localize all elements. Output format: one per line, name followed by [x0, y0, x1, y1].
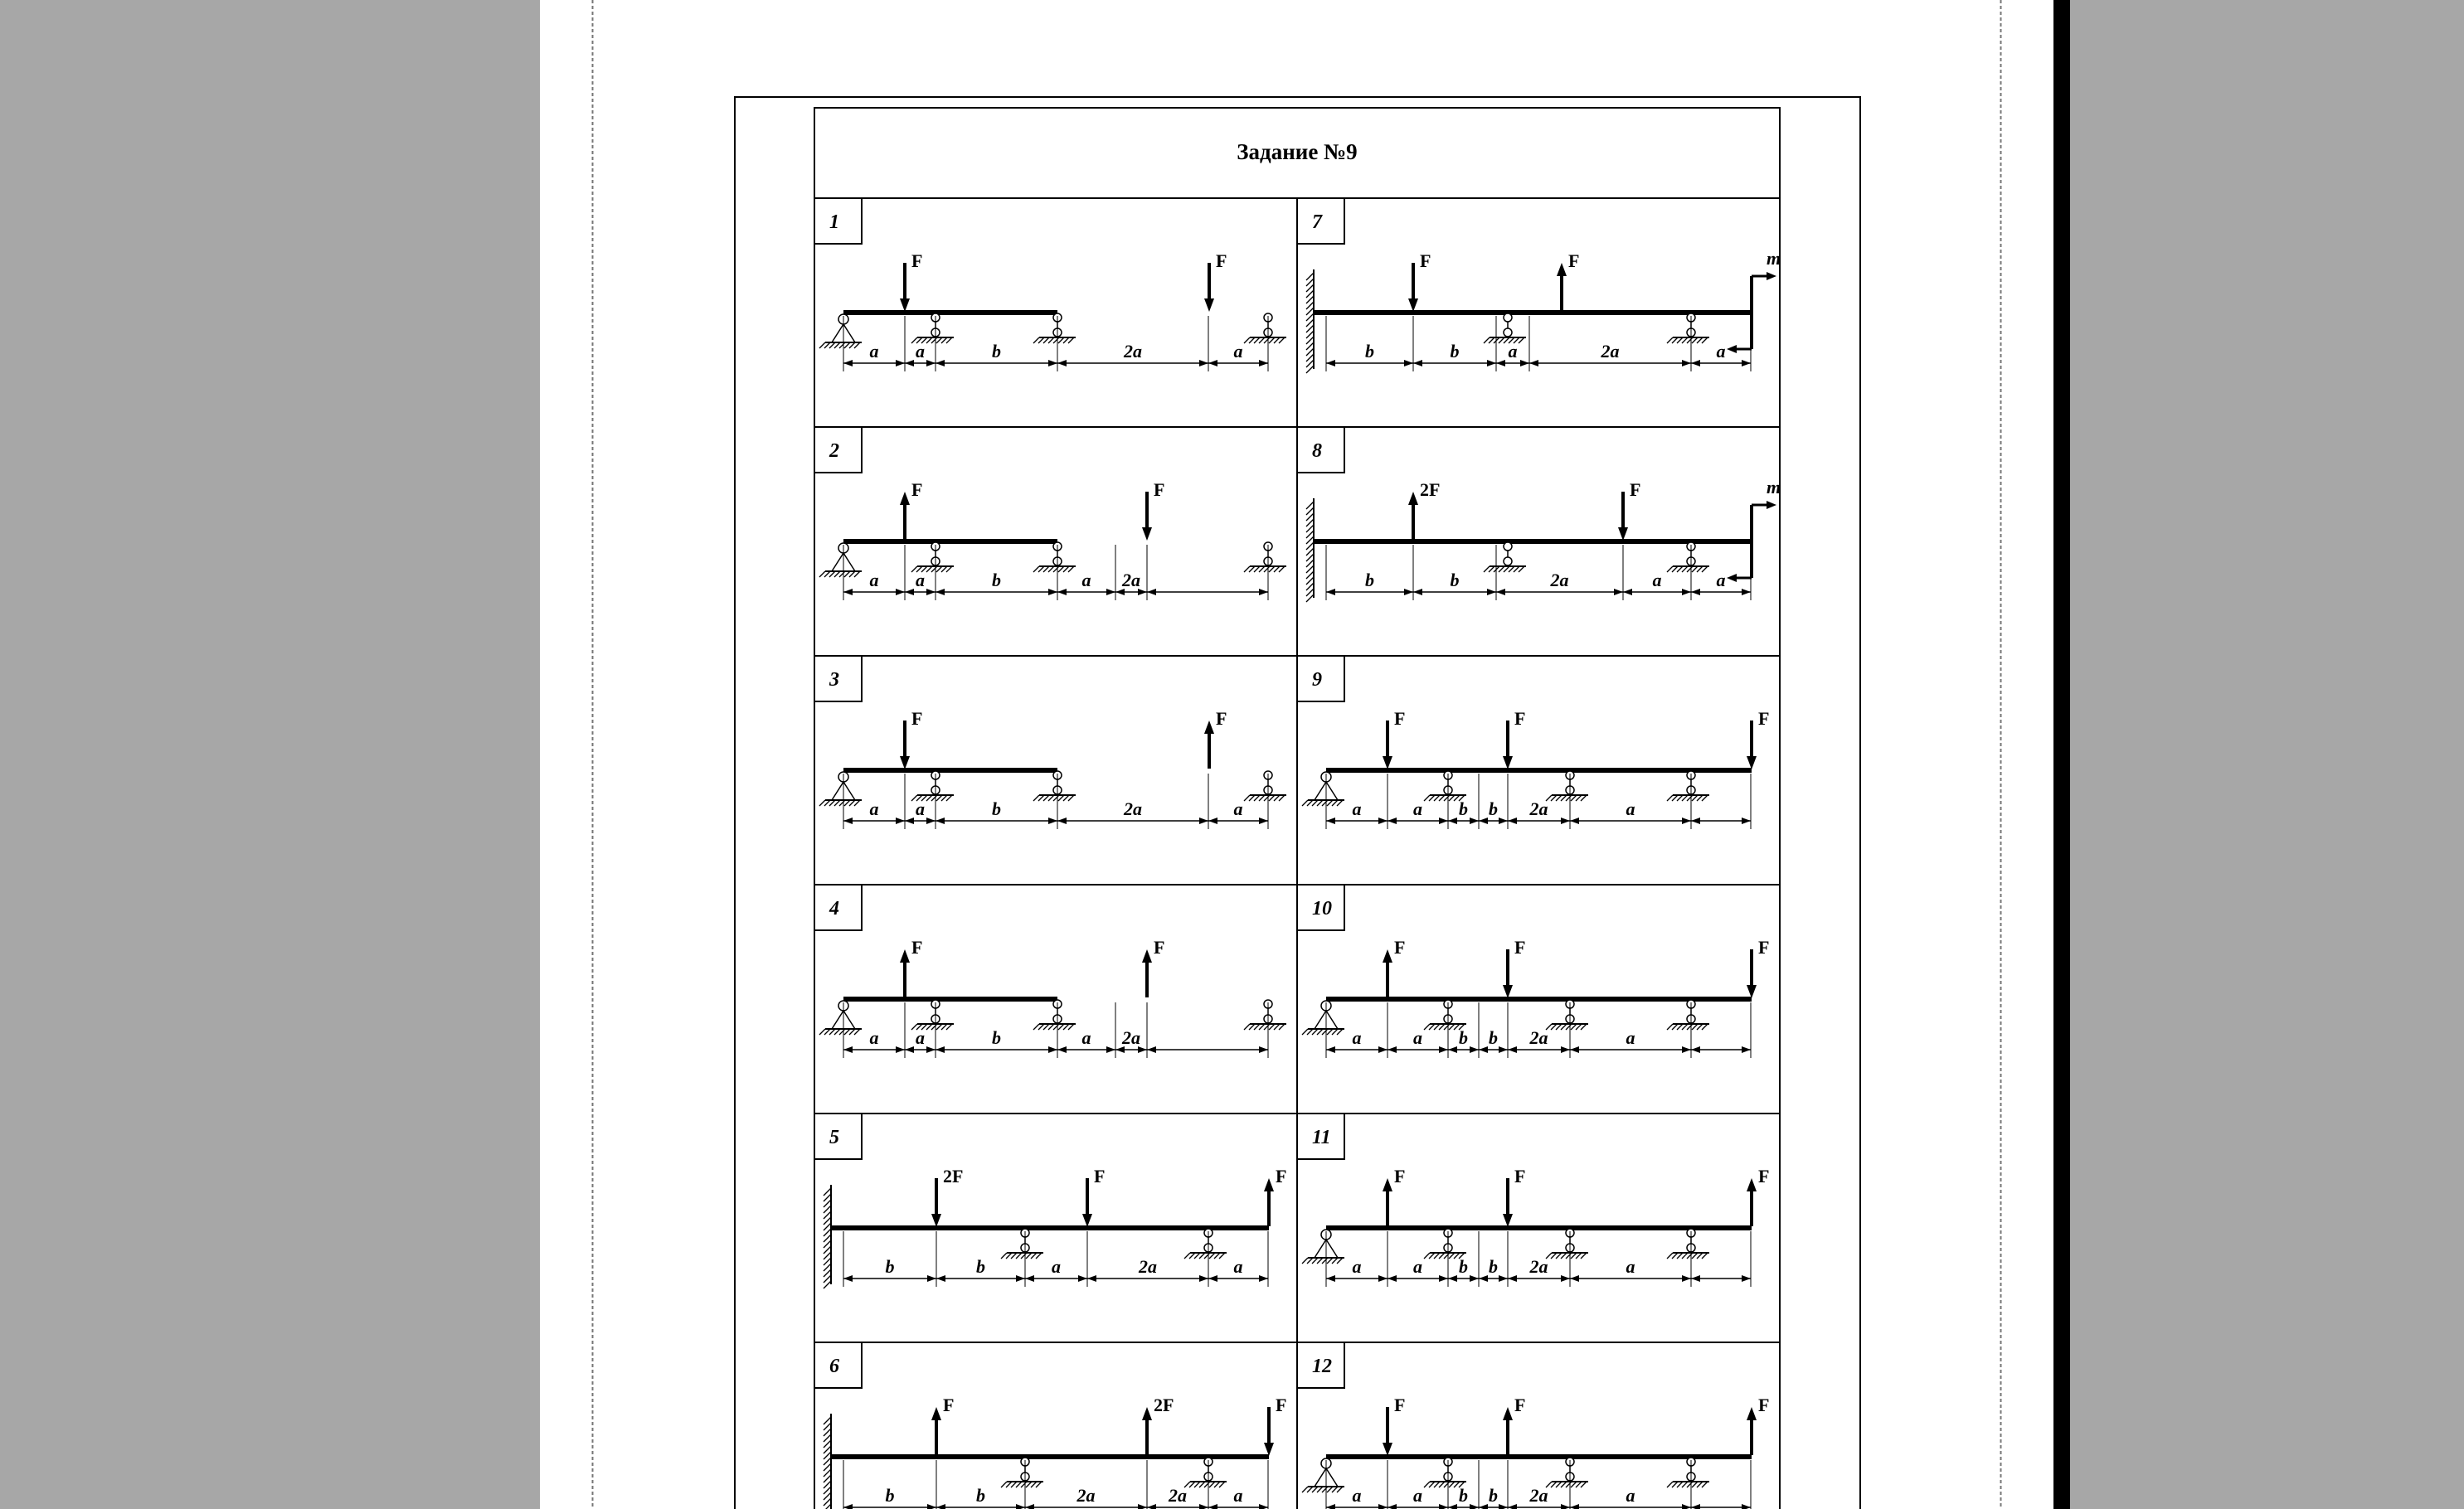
span-label: a [1233, 1485, 1243, 1506]
force-arrow-icon [900, 263, 910, 312]
span-label: a [869, 1027, 879, 1048]
span-label: b [885, 1485, 895, 1506]
force-arrow-icon [1503, 1407, 1513, 1455]
variant-cell [814, 1114, 1297, 1288]
span-label: a [1352, 1256, 1362, 1277]
span-label: 2a [1529, 1027, 1548, 1048]
force-label: F [911, 708, 923, 729]
span-label: 2a [1124, 798, 1142, 819]
span-label: 2a [1124, 341, 1142, 361]
roller-support-icon [911, 542, 954, 572]
roller-support-icon [1546, 1229, 1588, 1259]
span-label: a [916, 570, 925, 590]
force-arrow-icon [1383, 949, 1392, 997]
force-label: F [911, 937, 923, 958]
roller-support-icon [1244, 1000, 1286, 1030]
force-arrow-icon [931, 1407, 941, 1455]
span-label: b [1489, 1027, 1498, 1048]
force-label: F [1154, 479, 1165, 500]
roller-support-icon [1546, 1458, 1588, 1487]
span-label: b [976, 1485, 985, 1506]
roller-support-icon [1424, 1458, 1466, 1487]
span-label: b [976, 1256, 985, 1277]
span-label: b [1459, 1256, 1468, 1277]
force-arrow-icon [1747, 949, 1757, 998]
roller-support-icon [1667, 1229, 1709, 1259]
roller-support-icon [1424, 1000, 1466, 1030]
force-label: 2F [1154, 1395, 1174, 1415]
span-label: b [1365, 570, 1374, 590]
force-label: F [1276, 1166, 1287, 1186]
span-label: a [1233, 1256, 1243, 1277]
force-label: F [1758, 708, 1770, 729]
roller-support-icon [1484, 313, 1526, 343]
force-arrow-icon [1383, 1178, 1392, 1226]
roller-support-icon [1033, 542, 1076, 572]
span-label: b [992, 798, 1001, 819]
pin-support-icon [819, 543, 862, 577]
variant-number: 4 [829, 898, 839, 919]
span-label: a [1081, 570, 1091, 590]
roller-support-icon [1424, 771, 1466, 801]
variant-cell [1297, 427, 1781, 602]
moment-icon [1727, 495, 1781, 582]
roller-support-icon [1667, 313, 1709, 343]
roller-support-icon [911, 313, 954, 343]
span-label: b [992, 341, 1001, 361]
pin-support-icon [1302, 1230, 1344, 1264]
pin-support-icon [1302, 1458, 1344, 1492]
span-label: b [1489, 1256, 1498, 1277]
force-label: F [1514, 708, 1526, 729]
force-arrow-icon [1408, 492, 1418, 540]
span-label: b [1459, 798, 1468, 819]
variant-cell [1297, 1114, 1780, 1287]
roller-support-icon [1033, 771, 1076, 801]
span-label: a [1626, 798, 1635, 819]
variant-number: 6 [829, 1356, 839, 1377]
force-label: F [1420, 250, 1431, 271]
roller-support-icon [1001, 1229, 1043, 1259]
span-label: b [1489, 798, 1498, 819]
force-label: F [1394, 1395, 1406, 1415]
span-label: b [1365, 341, 1374, 361]
variant-cell [1297, 1342, 1780, 1509]
span-label: 2a [1122, 1027, 1140, 1048]
force-arrow-icon [1204, 721, 1214, 769]
span-label: a [1052, 1256, 1061, 1277]
span-label: a [869, 798, 879, 819]
variant-number: 3 [829, 669, 839, 691]
span-label: a [1352, 1027, 1362, 1048]
force-label: F [1394, 1166, 1406, 1186]
variant-cell [814, 656, 1297, 829]
span-label: b [1459, 1485, 1468, 1506]
variant-cell [814, 198, 1297, 371]
force-arrow-icon [1264, 1178, 1274, 1226]
force-label: F [1758, 937, 1770, 958]
variant-cell [1297, 656, 1780, 829]
force-arrow-icon [1142, 1407, 1152, 1455]
span-label: 2a [1529, 1485, 1548, 1506]
force-label: F [1514, 937, 1526, 958]
span-label: b [1489, 1485, 1498, 1506]
moment-label: m [1767, 248, 1781, 269]
force-arrow-icon [1383, 1407, 1392, 1456]
roller-support-icon [1244, 313, 1286, 343]
force-label: F [1216, 250, 1227, 271]
span-label: a [1413, 798, 1422, 819]
span-label: a [1233, 341, 1243, 361]
span-label: a [1413, 1256, 1422, 1277]
force-arrow-icon [931, 1178, 941, 1227]
moment-icon [1727, 266, 1781, 353]
force-arrow-icon [900, 721, 910, 769]
span-label: b [992, 570, 1001, 590]
span-label: b [992, 1027, 1001, 1048]
force-label: F [1276, 1395, 1287, 1415]
span-label: a [1233, 798, 1243, 819]
span-label: 2a [1139, 1256, 1157, 1277]
force-label: F [1394, 708, 1406, 729]
roller-support-icon [1667, 771, 1709, 801]
roller-support-icon [911, 1000, 954, 1030]
span-label: 2a [1122, 570, 1140, 590]
variant-number: 8 [1312, 440, 1322, 462]
roller-support-icon [1546, 1000, 1588, 1030]
variant-number: 5 [829, 1127, 839, 1148]
pin-support-icon [1302, 1001, 1344, 1035]
span-label: a [916, 1027, 925, 1048]
fixed-support-icon [1306, 498, 1314, 602]
force-arrow-icon [1142, 492, 1152, 541]
variant-number: 2 [829, 440, 839, 462]
force-arrow-icon [1503, 1178, 1513, 1227]
fixed-support-icon [824, 1185, 831, 1288]
task-title: Задание №9 [1237, 139, 1358, 164]
span-label: 2a [1076, 1485, 1096, 1506]
span-label: a [1652, 570, 1662, 590]
span-label: 2a [1169, 1485, 1187, 1506]
variant-cell [814, 427, 1297, 600]
force-label: F [1758, 1166, 1770, 1186]
span-label: a [916, 798, 925, 819]
roller-support-icon [1667, 1458, 1709, 1487]
force-label: F [1758, 1395, 1770, 1415]
roller-support-icon [1244, 542, 1286, 572]
pin-support-icon [819, 314, 862, 348]
span-label: a [1352, 798, 1362, 819]
force-arrow-icon [1142, 949, 1152, 997]
span-label: 2a [1601, 341, 1620, 361]
variant-cell [1297, 885, 1780, 1058]
force-arrow-icon [1082, 1178, 1092, 1227]
roller-support-icon [1244, 771, 1286, 801]
pin-support-icon [819, 1001, 862, 1035]
variant-number: 9 [1312, 669, 1322, 691]
span-label: a [1716, 341, 1726, 361]
force-label: F [911, 479, 923, 500]
fixed-support-icon [824, 1414, 831, 1509]
force-arrow-icon [1747, 1407, 1757, 1455]
variant-cell [814, 1342, 1297, 1509]
roller-support-icon [1546, 771, 1588, 801]
variant-number: 1 [829, 211, 839, 233]
roller-support-icon [1484, 542, 1526, 572]
roller-support-icon [1667, 542, 1709, 572]
span-label: a [1413, 1027, 1422, 1048]
pin-support-icon [1302, 772, 1344, 806]
force-arrow-icon [900, 949, 910, 997]
roller-support-icon [1001, 1458, 1043, 1487]
force-label: F [1514, 1166, 1526, 1186]
fixed-support-icon [1306, 269, 1314, 373]
variant-number: 12 [1312, 1356, 1332, 1377]
span-label: b [1459, 1027, 1468, 1048]
force-arrow-icon [1264, 1407, 1274, 1456]
pin-support-icon [819, 772, 862, 806]
span-label: a [1716, 570, 1726, 590]
variant-number: 11 [1312, 1127, 1331, 1148]
span-label: a [869, 570, 879, 590]
force-arrow-icon [1503, 949, 1513, 998]
span-label: a [1626, 1256, 1635, 1277]
force-label: F [1394, 937, 1406, 958]
variant-number: 10 [1312, 898, 1332, 919]
force-arrow-icon [1747, 721, 1757, 769]
span-label: b [1450, 570, 1460, 590]
force-label: 2F [943, 1166, 964, 1186]
force-arrow-icon [1408, 263, 1418, 312]
force-arrow-icon [1383, 721, 1392, 769]
span-label: a [1413, 1485, 1422, 1506]
variant-number: 7 [1312, 211, 1322, 233]
moment-label: m [1767, 477, 1781, 497]
span-label: a [1352, 1485, 1362, 1506]
span-label: 2a [1529, 1256, 1548, 1277]
roller-support-icon [1424, 1229, 1466, 1259]
force-arrow-icon [1204, 263, 1214, 312]
roller-support-icon [1033, 1000, 1076, 1030]
roller-support-icon [1667, 1000, 1709, 1030]
span-label: a [1508, 341, 1518, 361]
roller-support-icon [1184, 1229, 1227, 1259]
force-label: F [1216, 708, 1227, 729]
span-label: b [1450, 341, 1460, 361]
force-label: F [1568, 250, 1580, 271]
force-label: F [1154, 937, 1165, 958]
span-label: a [1626, 1485, 1635, 1506]
span-label: a [1081, 1027, 1091, 1048]
span-label: 2a [1529, 798, 1548, 819]
roller-support-icon [1184, 1458, 1227, 1487]
span-label: 2a [1550, 570, 1569, 590]
variant-cell [1297, 198, 1781, 373]
variant-cell [814, 885, 1297, 1058]
roller-support-icon [911, 771, 954, 801]
span-label: a [1626, 1027, 1635, 1048]
force-arrow-icon [1557, 263, 1567, 311]
force-arrow-icon [1503, 721, 1513, 769]
force-label: 2F [1420, 479, 1441, 500]
roller-support-icon [1033, 313, 1076, 343]
force-label: F [1514, 1395, 1526, 1415]
span-label: a [916, 341, 925, 361]
span-label: a [869, 341, 879, 361]
force-arrow-icon [900, 492, 910, 540]
force-label: F [1094, 1166, 1106, 1186]
span-label: b [885, 1256, 895, 1277]
force-arrow-icon [1618, 492, 1628, 541]
force-label: F [943, 1395, 955, 1415]
force-arrow-icon [1747, 1178, 1757, 1226]
force-label: F [1630, 479, 1641, 500]
force-label: F [911, 250, 923, 271]
